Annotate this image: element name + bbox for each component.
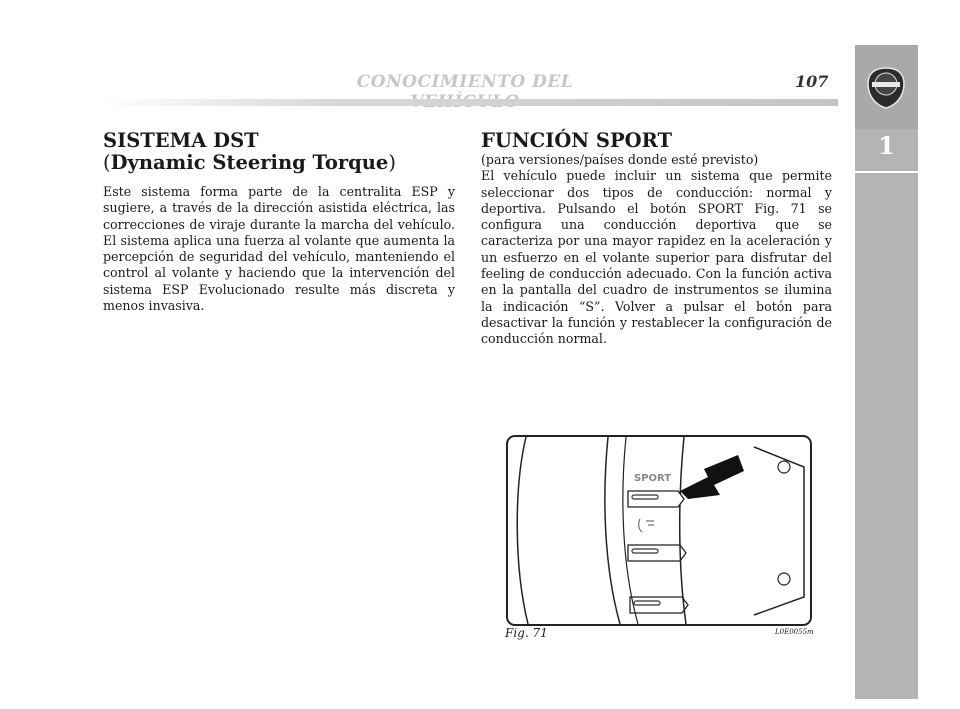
- page-number: 107: [795, 72, 829, 91]
- dst-paragraph: Este sistema forma parte de la centralita ESP y sugiere, a través de la dirección asistida eléctrica, las correcciones de viraje durante la marcha del vehículo. El sistema aplica una fuerza al volante que aumenta la percepción de seguridad del vehículo, manteniendo el control al volante y haciendo que la intervención del sistema ESP Evolucionado resulte más discreta y menos invasiva.: [103, 184, 455, 314]
- sport-console-illustration: [508, 437, 810, 624]
- header-rule: [103, 99, 838, 106]
- right-column: [481, 130, 832, 348]
- lancia-shield-icon: [866, 66, 906, 110]
- section-title-sport: FUNCIÓN SPORT: [481, 129, 673, 152]
- figure-caption: Fig. 71: [505, 626, 548, 640]
- dst-name: Dynamic Steering Torque: [110, 151, 389, 174]
- sport-subtitle: (para versiones/países donde esté previsto): [481, 152, 759, 167]
- figure-code: L0E0055m: [775, 628, 814, 636]
- figure-sport-button: [506, 435, 812, 626]
- sport-paragraph: El vehículo puede incluir un sistema que permite seleccionar dos tipos de conducción: normal y deportiva. Pulsando el botón SPORT Fig. 71 se configura una conducción deportiva que se caracteriza por una mayor rapidez en la aceleración y un esfuerzo en el volante superior para disfrutar del feeling de conducción adecuado. Con la función activa en la pantalla del cuadro de instrumentos se ilumina la indicación “S”. Volver a pulsar el botón para desactivar la función y restablecer la configuración de conducción normal.: [481, 168, 832, 347]
- paren-open: (: [103, 151, 111, 174]
- section-subtitle-dst: [103, 152, 455, 174]
- running-header: CONOCIMIENTO DEL: [356, 72, 574, 92]
- left-column: [103, 130, 455, 314]
- chapter-number: 1: [878, 131, 895, 160]
- section-title-dst: SISTEMA DST: [103, 129, 259, 152]
- paren-close: ): [388, 151, 396, 174]
- side-tab-divider: [855, 171, 918, 173]
- sport-button-label: SPORT: [634, 473, 672, 484]
